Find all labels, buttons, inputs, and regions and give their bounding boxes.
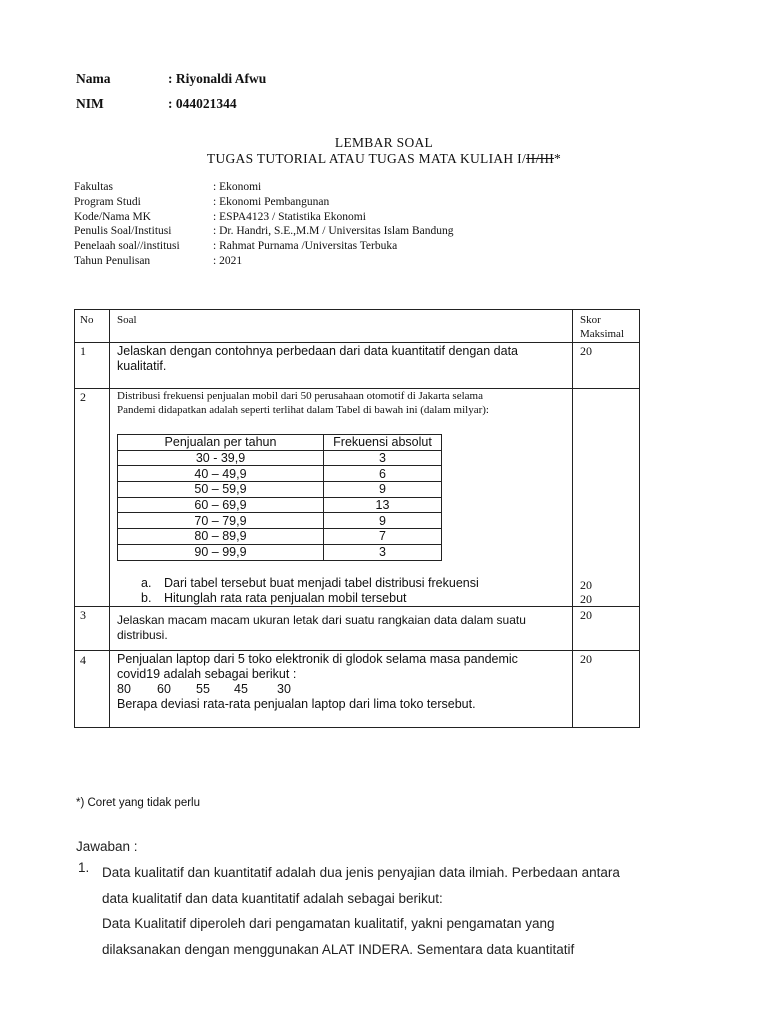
meta-value: : Ekonomi <box>213 181 262 193</box>
freq-value: 9 <box>324 513 442 529</box>
freq-value: 6 <box>324 466 442 482</box>
meta-value: : Rahmat Purnama /Universitas Terbuka <box>213 240 398 253</box>
header-no: No <box>80 314 94 326</box>
freq-value: 3 <box>324 450 442 466</box>
answer-line: Data kualitatif dan kuantitatif adalah dua jenis penyajian data ilmiah. Perbedaan antara <box>102 865 620 880</box>
freq-range: 60 – 69,9 <box>118 497 324 513</box>
freq-header-frequency: Frekuensi absolut <box>324 435 442 451</box>
q2-intro-line1: Distribusi frekuensi penjualan mobil dari 50 perusahaan otomotif di Jakarta selama <box>117 390 483 402</box>
nim-label: NIM <box>76 96 104 111</box>
q4-number: 4 <box>80 653 86 667</box>
table-divider <box>75 606 639 607</box>
answer-heading: Jawaban : <box>76 839 138 854</box>
q2-number: 2 <box>80 390 86 404</box>
name-value: : Riyonaldi Afwu <box>168 71 267 86</box>
meta-value: : 2021 <box>213 254 243 267</box>
nim-value: : 044021344 <box>168 96 237 111</box>
meta-key: Penulis Soal/Institusi <box>74 225 172 238</box>
freq-range: 90 – 99,9 <box>118 544 324 560</box>
freq-value: 13 <box>324 497 442 513</box>
meta-value: : Ekonomi Pembangunan <box>213 195 330 208</box>
freq-value: 7 <box>324 529 442 545</box>
freq-range: 70 – 79,9 <box>118 513 324 529</box>
q4-value: 55 <box>196 682 210 696</box>
q2-intro-line2: Pandemi didapatkan adalah seperti terlihat dalam Tabel di bawah ini (dalam milyar): <box>117 404 489 416</box>
q3-text-line1: Jelaskan macam macam ukuran letak dari suatu rangkaian data dalam suatu <box>117 613 526 627</box>
table-row <box>118 497 442 513</box>
table-divider <box>75 650 639 651</box>
page-subtitle <box>0 151 768 167</box>
meta-value: : Dr. Handri, S.E.,M.M / Universitas Islam Bandung <box>213 225 454 238</box>
subtitle-struck: II/III <box>526 151 555 166</box>
table-row <box>118 450 442 466</box>
q4-value: 80 <box>117 682 131 696</box>
freq-range: 30 - 39,9 <box>118 450 324 466</box>
meta-key: Fakultas <box>74 181 113 193</box>
q4-score: 20 <box>580 652 592 666</box>
freq-range: 80 – 89,9 <box>118 529 324 545</box>
q2b-text: Hitunglah rata rata penjualan mobil tersebut <box>164 591 407 605</box>
table-row <box>118 482 442 498</box>
table-row <box>118 466 442 482</box>
answer-line: data kualitatif dan data kuantitatif adalah sebagai berikut: <box>102 890 443 906</box>
subtitle-prefix: TUGAS TUTORIAL ATAU TUGAS MATA KULIAH I/ <box>206 151 526 166</box>
meta-value: : ESPA4123 / Statistika Ekonomi <box>213 210 366 223</box>
page-title: LEMBAR SOAL <box>334 135 434 150</box>
q1-text-line1: Jelaskan dengan contohnya perbedaan dari data kuantitatif dengan data <box>117 344 519 358</box>
q4-value: 45 <box>234 682 248 696</box>
header-maksimal: Maksimal <box>580 328 624 340</box>
answer-paragraph <box>102 860 662 962</box>
q3-text-line2: distribusi. <box>117 628 168 642</box>
frequency-table <box>117 434 442 561</box>
meta-key: Penelaah soal//institusi <box>74 240 180 253</box>
table-divider <box>572 310 573 727</box>
answer-line: dilaksanakan dengan menggunakan ALAT INDERA. Sementara data kuantitatif <box>102 941 575 957</box>
meta-key: Program Studi <box>74 195 141 208</box>
meta-key: Kode/Nama MK <box>74 210 151 223</box>
header-soal: Soal <box>117 314 137 326</box>
q1-number: 1 <box>80 344 86 358</box>
q4-text-line2: covid19 adalah sebagai berikut : <box>117 667 297 681</box>
freq-range: 40 – 49,9 <box>118 466 324 482</box>
q4-value: 60 <box>157 682 171 696</box>
header-skor: Skor <box>580 314 601 326</box>
q1-text-line2: kualitatif. <box>117 359 167 373</box>
table-divider <box>109 310 110 727</box>
subtitle-suffix: * <box>554 151 562 166</box>
meta-key: Tahun Penulisan <box>74 254 151 267</box>
table-divider <box>75 342 639 343</box>
q3-number: 3 <box>80 608 86 622</box>
table-row <box>118 529 442 545</box>
q1-score: 20 <box>580 344 592 358</box>
freq-value: 3 <box>324 544 442 560</box>
answer-line: Data Kualitatif diperoleh dari pengamatan kualitatif, yakni pengamatan yang <box>102 916 555 931</box>
q2a-text: Dari tabel tersebut buat menjadi tabel distribusi frekuensi <box>164 576 479 590</box>
footnote: *) Coret yang tidak perlu <box>76 797 201 809</box>
freq-range: 50 – 59,9 <box>118 482 324 498</box>
name-label: Nama <box>76 71 111 86</box>
freq-header-sales: Penjualan per tahun <box>118 435 324 451</box>
q4-text-line4: Berapa deviasi rata-rata penjualan laptop dari lima toko tersebut. <box>117 697 476 711</box>
q4-text-line1: Penjualan laptop dari 5 toko elektronik di glodok selama masa pandemic <box>117 652 518 666</box>
answer-number: 1. <box>78 860 90 875</box>
q2b-label: b. <box>141 591 152 605</box>
q3-score: 20 <box>580 608 592 622</box>
freq-value: 9 <box>324 482 442 498</box>
q2b-score: 20 <box>580 592 592 606</box>
frequency-header-row <box>118 435 442 451</box>
table-row <box>118 513 442 529</box>
q2a-score: 20 <box>580 578 592 592</box>
q2a-label: a. <box>141 576 152 590</box>
table-row <box>118 544 442 560</box>
q4-value: 30 <box>277 682 291 696</box>
